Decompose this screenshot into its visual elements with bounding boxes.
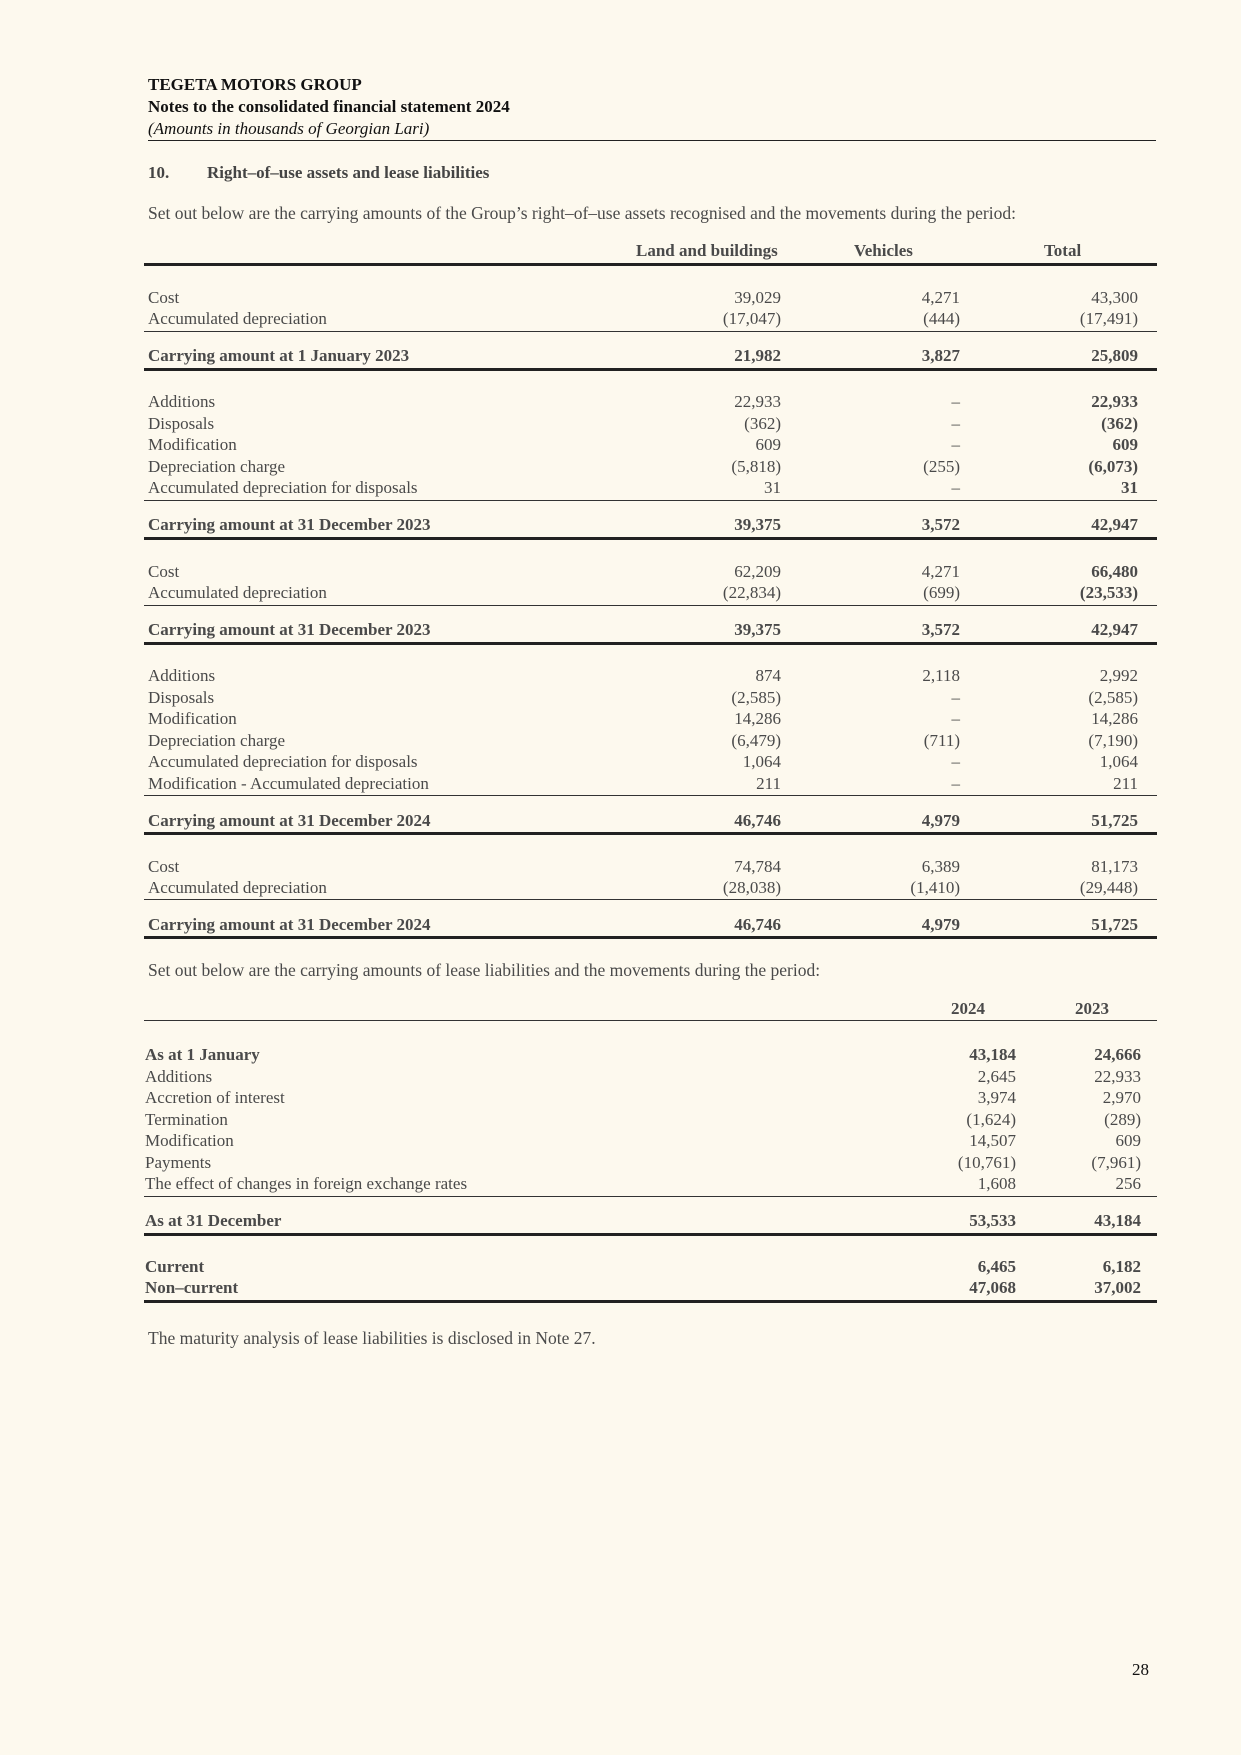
lease-cell: 37,002	[1094, 1278, 1141, 1297]
lease-cell: 6,182	[1102, 1257, 1141, 1276]
lease-cell: 53,533	[969, 1211, 1016, 1230]
lease-row-label: Termination	[145, 1110, 228, 1129]
lease-row-label: Accretion of interest	[145, 1088, 285, 1107]
page-number: 28	[1132, 1660, 1149, 1679]
rou-row	[148, 665, 1160, 687]
rou-cell: (17,491)	[1079, 309, 1138, 328]
rou-cell: (2,585)	[1088, 688, 1138, 707]
rou-cell: 1,064	[1099, 752, 1138, 771]
rou-cell: 25,809	[1091, 346, 1138, 365]
rou-cell: –	[951, 392, 960, 411]
rou-row	[148, 914, 1160, 936]
rou-cell: (2,585)	[731, 688, 781, 707]
rou-row	[148, 773, 1160, 795]
lease-row-label: The effect of changes in foreign exchange rates	[145, 1174, 468, 1193]
rou-cell: –	[951, 709, 960, 728]
rou-row-label: Cost	[148, 288, 180, 307]
rou-cell: 39,375	[734, 620, 781, 639]
rou-rule	[144, 642, 1157, 645]
rou-cell: (28,038)	[722, 878, 781, 897]
rou-cell: 22,933	[734, 392, 781, 411]
rou-row	[148, 810, 1160, 832]
rou-row-label: Carrying amount at 31 December 2023	[148, 515, 431, 534]
rou-rule	[144, 331, 1157, 332]
lease-rule	[144, 1300, 1157, 1303]
rou-cell: 42,947	[1091, 515, 1138, 534]
rou-row-label: Carrying amount at 31 December 2024	[148, 811, 431, 830]
lease-cell: 24,666	[1094, 1045, 1141, 1064]
rou-cell: 609	[755, 435, 781, 454]
rou-row	[148, 877, 1160, 899]
document-subtitle: Notes to the consolidated financial statement 2024	[148, 97, 510, 116]
rou-cell: 4,271	[921, 288, 960, 307]
lease-cell: 14,507	[969, 1131, 1016, 1150]
lease-cell: 1,608	[977, 1174, 1016, 1193]
company-name: TEGETA MOTORS GROUP	[148, 75, 362, 94]
rou-row-label: Disposals	[148, 688, 215, 707]
rou-cell: 39,375	[734, 515, 781, 534]
rou-cell: (17,047)	[722, 309, 781, 328]
rou-cell: (22,834)	[722, 583, 781, 602]
rou-cell: (6,073)	[1088, 457, 1138, 476]
rou-row-label: Cost	[148, 562, 180, 581]
rou-row-label: Depreciation charge	[148, 457, 286, 476]
lease-cell: 22,933	[1094, 1067, 1141, 1086]
rou-cell: 46,746	[734, 811, 781, 830]
rou-cell: 74,784	[734, 857, 781, 876]
lease-row	[145, 1044, 1160, 1066]
rou-row	[148, 477, 1160, 499]
rou-col-vehicles: Vehicles	[854, 241, 913, 260]
lease-cell: (289)	[1104, 1110, 1141, 1129]
rou-cell: 22,933	[1091, 392, 1138, 411]
lease-row	[145, 1256, 1160, 1278]
lease-row	[145, 1109, 1160, 1131]
rou-row-label: Modification - Accumulated depreciation	[148, 774, 429, 793]
rou-row-label: Accumulated depreciation	[148, 583, 327, 602]
rou-cell: 43,300	[1091, 288, 1138, 307]
rou-row	[148, 391, 1160, 413]
rou-rule	[144, 936, 1157, 939]
rou-row-label: Additions	[148, 392, 216, 411]
rou-row	[148, 308, 1160, 330]
rou-row-label: Disposals	[148, 414, 215, 433]
lease-row-label: Additions	[145, 1067, 213, 1086]
rou-row-label: Accumulated depreciation	[148, 309, 327, 328]
lease-row-label: Current	[145, 1257, 205, 1276]
rou-row	[148, 413, 1160, 435]
rou-cell: (29,448)	[1079, 878, 1138, 897]
lease-cell: 2,970	[1102, 1088, 1141, 1107]
rou-cell: (6,479)	[731, 731, 781, 750]
rou-row	[148, 287, 1160, 309]
lease-cell: 43,184	[969, 1045, 1016, 1064]
rou-cell: 609	[1112, 435, 1138, 454]
lease-cell: (1,624)	[966, 1110, 1016, 1129]
rou-row	[148, 514, 1160, 536]
rou-cell: 51,725	[1091, 915, 1138, 934]
rou-cell: 211	[756, 774, 781, 793]
rou-intro: Set out below are the carrying amounts of the Group’s right–of–use assets recognised and the movements during the period:	[148, 203, 1016, 223]
rou-rule	[144, 500, 1157, 501]
rou-cell: –	[951, 414, 960, 433]
rou-row-label: Cost	[148, 857, 180, 876]
rou-cell: 1,064	[742, 752, 781, 771]
rou-row-label: Depreciation charge	[148, 731, 286, 750]
lease-row	[145, 1173, 1160, 1195]
rou-cell: 14,286	[1091, 709, 1138, 728]
rou-cell: 31	[1121, 478, 1138, 497]
rou-cell: (255)	[923, 457, 960, 476]
rou-cell: (5,818)	[731, 457, 781, 476]
rou-row-label: Modification	[148, 435, 237, 454]
rou-cell: 2,118	[922, 666, 960, 685]
rou-cell: (699)	[923, 583, 960, 602]
section-heading	[148, 163, 489, 183]
rou-row	[148, 730, 1160, 752]
rou-cell: 21,982	[734, 346, 781, 365]
rou-cell: 66,480	[1091, 562, 1138, 581]
lease-cell: (10,761)	[957, 1153, 1016, 1172]
rou-cell: –	[951, 435, 960, 454]
lease-cell: 43,184	[1094, 1211, 1141, 1230]
lease-cell: 256	[1115, 1174, 1141, 1193]
lease-cell: 3,974	[977, 1088, 1016, 1107]
rou-cell: 211	[1113, 774, 1138, 793]
section-number: 10.	[148, 163, 170, 182]
rou-row-label: Additions	[148, 666, 216, 685]
rou-cell: 51,725	[1091, 811, 1138, 830]
rou-row	[148, 456, 1160, 478]
rou-cell: 4,271	[921, 562, 960, 581]
rou-rule	[144, 605, 1157, 606]
rou-row-label: Accumulated depreciation for disposals	[148, 752, 418, 771]
lease-row	[145, 1066, 1160, 1088]
rou-cell: 6,389	[921, 857, 960, 876]
rou-row-label: Accumulated depreciation for disposals	[148, 478, 418, 497]
lease-cell: 6,465	[977, 1257, 1016, 1276]
rou-cell: 31	[764, 478, 781, 497]
rou-cell: 14,286	[734, 709, 781, 728]
lease-col-2024: 2024	[951, 999, 985, 1018]
lease-cell: 2,645	[977, 1067, 1016, 1086]
lease-row	[145, 1277, 1160, 1299]
rou-cell: 3,572	[921, 515, 960, 534]
rou-row-label: Accumulated depreciation	[148, 878, 327, 897]
rou-cell: (23,533)	[1079, 583, 1138, 602]
rou-cell: (444)	[923, 309, 960, 328]
rou-row	[148, 687, 1160, 709]
rou-cell: –	[951, 688, 960, 707]
lease-row	[145, 1130, 1160, 1152]
rou-cell: 42,947	[1091, 620, 1138, 639]
rou-cell: (7,190)	[1088, 731, 1138, 750]
units-note: (Amounts in thousands of Georgian Lari)	[148, 119, 430, 138]
rou-cell: –	[951, 774, 960, 793]
rou-row	[148, 751, 1160, 773]
rou-cell: 81,173	[1091, 857, 1138, 876]
rou-row	[148, 434, 1160, 456]
lease-cell: 47,068	[969, 1278, 1016, 1297]
rou-row	[148, 856, 1160, 878]
section-title: Right–of–use assets and lease liabilities	[207, 163, 490, 182]
rou-cell: (1,410)	[910, 878, 960, 897]
rou-rule	[144, 795, 1157, 796]
footnote: The maturity analysis of lease liabilities is disclosed in Note 27.	[148, 1328, 596, 1348]
rou-row	[148, 561, 1160, 583]
lease-cell: (7,961)	[1091, 1153, 1141, 1172]
rou-row	[148, 345, 1160, 367]
lease-row-label: As at 1 January	[145, 1045, 260, 1064]
lease-cell: 609	[1115, 1131, 1141, 1150]
rou-col-total: Total	[1044, 241, 1082, 260]
rou-cell: 4,979	[921, 915, 960, 934]
lease-row-label: Payments	[145, 1153, 212, 1172]
rou-head-rule	[144, 263, 1157, 266]
rou-rule	[144, 368, 1157, 371]
lease-row	[145, 1210, 1160, 1232]
lease-intro: Set out below are the carrying amounts of lease liabilities and the movements during the period:	[148, 960, 821, 980]
rou-cell: –	[951, 752, 960, 771]
rou-cell: 62,209	[734, 562, 781, 581]
rou-row	[148, 619, 1160, 641]
rou-row	[148, 708, 1160, 730]
rou-cell: (362)	[744, 414, 781, 433]
header-divider	[148, 140, 1156, 141]
rou-row	[148, 582, 1160, 604]
rou-cell: 2,992	[1099, 666, 1138, 685]
rou-cell: (711)	[923, 731, 960, 750]
lease-row	[145, 1087, 1160, 1109]
lease-row-label: Non–current	[145, 1278, 239, 1297]
rou-row-label: Carrying amount at 1 January 2023	[148, 346, 410, 365]
rou-cell: 46,746	[734, 915, 781, 934]
rou-rule	[144, 537, 1157, 540]
rou-cell: 39,029	[734, 288, 781, 307]
rou-rule	[144, 899, 1157, 900]
rou-cell: 3,827	[921, 346, 960, 365]
lease-row-label: As at 31 December	[145, 1211, 282, 1230]
lease-row-label: Modification	[145, 1131, 234, 1150]
rou-cell: 4,979	[921, 811, 960, 830]
rou-cell: (362)	[1101, 414, 1138, 433]
lease-rule	[144, 1233, 1157, 1236]
rou-cell: 3,572	[921, 620, 960, 639]
lease-rule	[144, 1196, 1157, 1197]
lease-col-2023: 2023	[1075, 999, 1109, 1018]
lease-row	[145, 1152, 1160, 1174]
rou-col-land: Land and buildings	[636, 241, 778, 260]
rou-cell: 874	[755, 666, 781, 685]
document-header	[148, 74, 1156, 140]
rou-row-label: Modification	[148, 709, 237, 728]
lease-head-rule	[144, 1020, 1157, 1021]
rou-row-label: Carrying amount at 31 December 2024	[148, 915, 431, 934]
rou-row-label: Carrying amount at 31 December 2023	[148, 620, 431, 639]
rou-cell: –	[951, 478, 960, 497]
rou-rule	[144, 832, 1157, 835]
